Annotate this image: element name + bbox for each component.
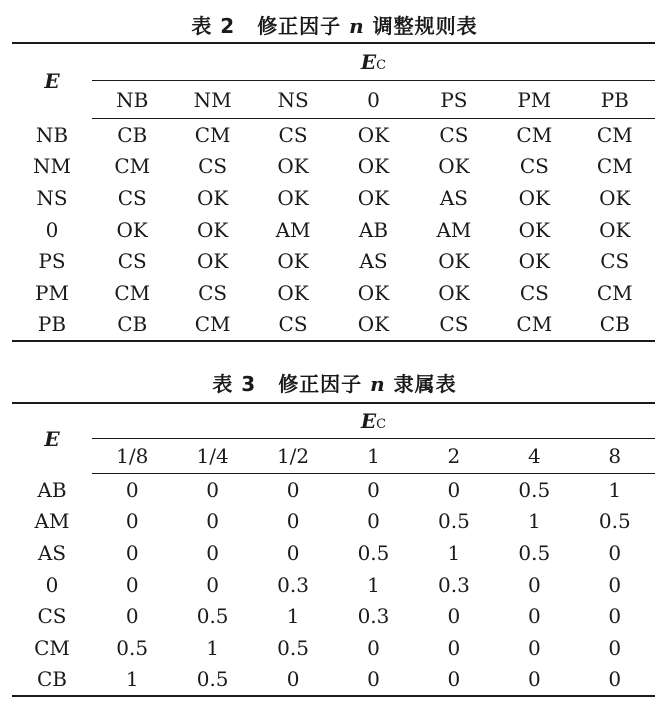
table2-cell: CB [599, 312, 630, 337]
table2-caption-text-before: 修正因子 [257, 14, 342, 38]
table3-cell: 0.3 [437, 572, 470, 597]
table2-row [12, 182, 655, 214]
table2-caption-text-after: 调整规则表 [372, 14, 478, 38]
table3-cell: 1 [367, 572, 380, 597]
table3-column-variable [92, 403, 655, 439]
table2-column-header: NS [253, 81, 333, 119]
table2-caption [0, 10, 669, 39]
table2-cell: OK [518, 185, 550, 210]
table3-cell: 0 [527, 635, 541, 660]
table2-cell: OK [599, 217, 631, 242]
table3-cell: 1 [206, 635, 219, 660]
table2-cell: CM [516, 312, 553, 337]
table3-cell: 0 [367, 667, 380, 692]
table3-cell: 0 [125, 604, 139, 629]
table2-cell: CM [596, 154, 633, 179]
table2-row-label: NB [35, 122, 69, 147]
table2-caption-variable: n [349, 14, 365, 38]
table3-cell: 0 [206, 572, 219, 597]
table2-row-label: NM [33, 154, 71, 179]
table3-cell: 0 [367, 635, 380, 660]
table3-cell: 0 [206, 509, 219, 534]
table2-column-variable-symbol: E [360, 50, 377, 74]
table2 [12, 42, 655, 342]
table2-cell: OK [599, 185, 631, 210]
table2-cell: AB [358, 217, 389, 242]
table2-cell: CS [198, 280, 228, 305]
table3-row-label: CB [37, 667, 67, 692]
table3-row-label: AM [34, 509, 70, 534]
table3-column-header: 8 [575, 439, 655, 474]
table2-block [12, 42, 655, 342]
table2-column-header: 0 [333, 81, 413, 119]
table3-cell: 0.5 [196, 604, 229, 629]
table2-cell: OK [438, 249, 470, 274]
table3-cell: 0 [286, 509, 300, 534]
table2-row-label: 0 [45, 217, 59, 242]
table3-column-header-row [12, 439, 655, 474]
table3-cell: 0 [527, 604, 541, 629]
table2-cell: OK [277, 185, 309, 210]
table3-cell: 0 [286, 667, 300, 692]
table3-row-label: CM [34, 635, 70, 660]
table2-cell: OK [357, 122, 390, 147]
table3-cell: 0.5 [518, 540, 551, 565]
table2-cell: CS [278, 122, 308, 147]
table2-cell: OK [438, 280, 470, 305]
table2-row-label: PM [35, 280, 69, 305]
table3-cell: 0 [206, 477, 219, 502]
table3-caption-text-after: 隶属表 [393, 372, 457, 396]
table3-cell: 0 [447, 604, 461, 629]
table3-cell: 0.5 [437, 509, 470, 534]
table3-cell: 0 [608, 604, 622, 629]
table2-cell: CB [117, 122, 148, 147]
table2-row-label: PB [37, 312, 67, 337]
table3-cell: 0 [206, 540, 219, 565]
table3-cell: 0 [125, 540, 139, 565]
table3-cell: 0 [367, 509, 380, 534]
table2-column-header: NB [92, 81, 172, 119]
table3-cell: 0.3 [357, 604, 390, 629]
table2-column-header: PB [575, 81, 655, 119]
table2-row [12, 309, 655, 342]
table2-cell: AM [275, 217, 311, 242]
table3-cell: 0.5 [357, 540, 390, 565]
table2-cell: OK [357, 280, 390, 305]
table3-row-label: 0 [45, 572, 59, 597]
table2-cell: OK [357, 154, 390, 179]
table2-cell: CS [117, 185, 147, 210]
table3-cell: 0.5 [518, 477, 551, 502]
table3-cell: 0 [125, 477, 139, 502]
table2-cell: CS [439, 122, 469, 147]
table2-row [12, 245, 655, 277]
table2-cell: OK [196, 185, 229, 210]
table2-cell: AS [439, 185, 468, 210]
table2-row-label: PS [38, 249, 66, 274]
table3-caption [0, 368, 669, 397]
table3-row [12, 632, 655, 664]
table3-cell: 0 [608, 572, 622, 597]
table2-cell: OK [357, 185, 390, 210]
table3-cell: 0.5 [196, 667, 229, 692]
table3-cell: 1 [608, 477, 622, 502]
table3-column-header: 1 [333, 439, 413, 474]
table3-cell: 0 [125, 509, 139, 534]
table3-cell: 0 [608, 540, 622, 565]
table3-body [12, 474, 655, 697]
table3-row [12, 600, 655, 632]
table2-cell: CS [117, 249, 147, 274]
table2-cell: CS [600, 249, 630, 274]
table2-cell: OK [518, 249, 550, 274]
table2-column-header-row [12, 81, 655, 119]
table2-cell: CM [194, 122, 231, 147]
table2-caption-number: 表 2 [191, 14, 236, 38]
table2-cell: CS [198, 154, 228, 179]
table3-row [12, 537, 655, 569]
table2-cell: AM [436, 217, 472, 242]
table3-cell: 0 [447, 635, 461, 660]
table3-column-variable-subscript: C [376, 417, 387, 432]
table2-cell: CM [114, 280, 151, 305]
table3-cell: 1 [286, 604, 300, 629]
table2-cell: CS [439, 312, 469, 337]
table3-caption-number: 表 3 [212, 372, 257, 396]
table3-cell: 0.5 [277, 635, 309, 660]
table3-column-header: 4 [494, 439, 574, 474]
table2-cell: OK [116, 217, 148, 242]
table2-column-variable-subscript: C [376, 58, 387, 73]
table3-cell: 0 [286, 477, 300, 502]
table3-row [12, 474, 655, 506]
table3-column-header: 1/4 [172, 439, 252, 474]
table2-cell: CM [516, 122, 553, 147]
table2-cell: CM [194, 312, 231, 337]
table2-cell: OK [196, 217, 229, 242]
table3-column-header: 2 [414, 439, 494, 474]
table2-column-header: PS [414, 81, 494, 119]
table2-cell: CB [117, 312, 148, 337]
table3-caption-variable: n [370, 372, 386, 396]
table2-cell: OK [357, 312, 390, 337]
table2-cell: CS [519, 154, 549, 179]
table3-cell: 1 [447, 540, 461, 565]
table3-cell: 0 [608, 635, 622, 660]
table2-cell: CM [596, 280, 633, 305]
table3-cell: 0 [125, 572, 139, 597]
table3-caption-text-before: 修正因子 [278, 372, 363, 396]
table3-row [12, 569, 655, 601]
table3-cell: 0 [367, 477, 380, 502]
table3-cell: 0 [447, 667, 461, 692]
table3-row [12, 664, 655, 697]
table2-cell: CM [114, 154, 151, 179]
table3-cell: 0.5 [116, 635, 149, 660]
table3-cell: 1 [527, 509, 541, 534]
table3-cell: 0 [527, 667, 541, 692]
table3-cell: 0.3 [277, 572, 309, 597]
table3-cell: 0 [608, 667, 622, 692]
table2-row [12, 277, 655, 309]
table2-cell: OK [518, 217, 550, 242]
table2-cell: OK [438, 154, 470, 179]
table2-cell: OK [196, 249, 229, 274]
table2-row-variable: E [44, 69, 60, 94]
table2-column-variable [92, 43, 655, 81]
table2-column-header: NM [172, 81, 252, 119]
table3-column-header: 1/2 [253, 439, 333, 474]
table3-column-header: 1/8 [92, 439, 172, 474]
table3-column-variable-symbol: E [360, 409, 377, 433]
table3-cell: 0 [447, 477, 461, 502]
table3-cell: 0 [527, 572, 541, 597]
table3-row-label: CS [37, 604, 67, 629]
table2-cell: OK [277, 154, 309, 179]
table2-cell: AS [359, 249, 388, 274]
table3-row-label: AB [37, 477, 67, 502]
table3-cell: 0.5 [598, 509, 631, 534]
table2-row [12, 151, 655, 183]
table3-row-label: AS [37, 540, 67, 565]
table2-row [12, 119, 655, 151]
table2-cell: OK [277, 249, 309, 274]
table2-row [12, 214, 655, 246]
table2-body [12, 119, 655, 342]
table2-row-label: NS [36, 185, 68, 210]
table2-cell: CS [278, 312, 308, 337]
table3-block [12, 402, 655, 697]
table3-row-variable: E [44, 426, 60, 451]
table3-cell: 0 [286, 540, 300, 565]
table2-cell: CM [596, 122, 633, 147]
table2-column-header: PM [494, 81, 574, 119]
table3 [12, 402, 655, 697]
table2-cell: OK [277, 280, 309, 305]
table2-cell: CS [519, 280, 549, 305]
table3-row [12, 506, 655, 538]
table3-cell: 1 [125, 667, 139, 692]
